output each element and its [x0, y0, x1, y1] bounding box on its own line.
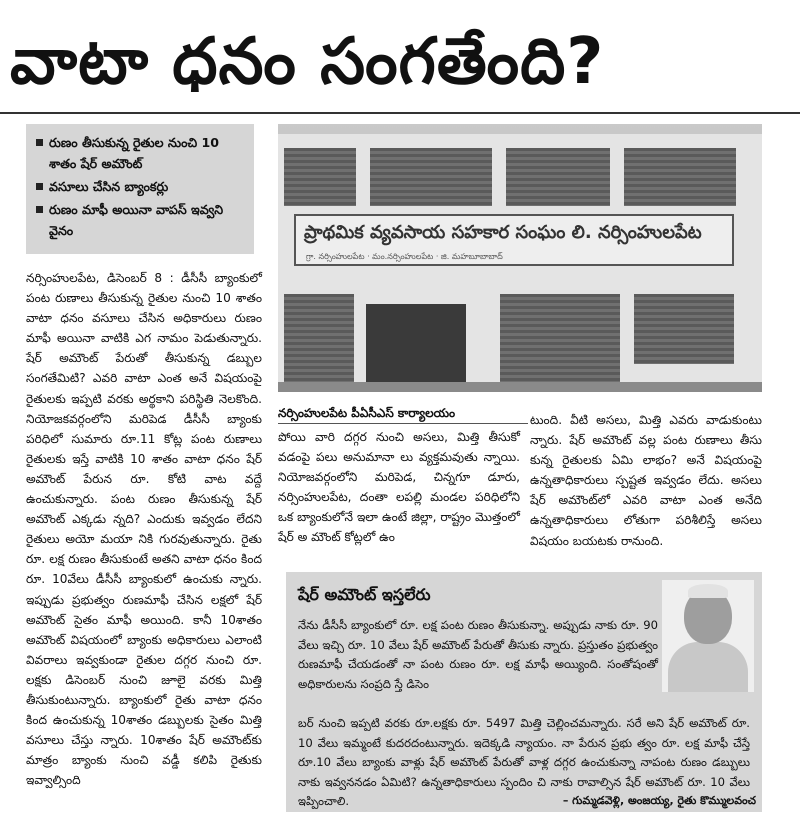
- highlight-item: [36, 176, 244, 197]
- farmer-portrait: [662, 580, 754, 692]
- shutter: [500, 294, 620, 386]
- signboard-text: ప్రాథమిక వ్యవసాయ సహకార సంఘం లి. నర్సింహులపేట: [304, 222, 702, 243]
- quote-text-top: [298, 616, 658, 694]
- shutter: [284, 294, 354, 386]
- highlight-text: రుణం మాఫీ అయినా వాపస్ ఇవ్వని వైనం: [49, 202, 224, 238]
- open-doorway: [366, 304, 466, 392]
- headline-rule: [0, 112, 800, 114]
- quote-text: బర్ నుంచి ఇప్పటి వరకు రూ.లక్షకు రూ. 5497 మిత్తి చెల్లించమన్నారు. సరే అని షేర్ అమౌంట్ రూ. 10 వేలు ఇమ్మంటే కుదరదంటున్నారు. ఇదెక్కడి న్యాయం. నా పేరున ప్రభు త్వం రూ. లక్ష మాఫీ చేస్తే రూ.10 వేలు బ్యాంకు వాళ్లు షేర్ అమౌంట్ పేరుతో వాళ్ల దగ్గర ఉంచుకున్నా నాపంట రుణం డబ్బులు నాకు ఇవ్వననడం ఏమిటి? ఉన్నతాధికారులు స్పందిం చి నాకు రావాల్సిన షేర్ అమౌంట్ రూ. 10 వేలు ఇప్పించాలి.: [298, 716, 750, 809]
- caption-rule: [278, 423, 528, 424]
- office-photo: [278, 124, 762, 392]
- signboard-subtext: గ్రా. నర్సింహులపేట · మం.నర్సింహులపేట · జి. మహబూబాబాద్: [306, 252, 503, 261]
- article-text: పోయి వారి దగ్గర నుంచి అసలు, మిత్తి తీసుకో వడంపై పలు అనుమానా లు వ్యక్తమవుతు న్నాయి. నియోజవర్గంలోని మరిపెడ, చిన్నగూ డూరు, నర్సింహులపేట, దంతా లపల్లి మండల పరిధిలోని ఒక బ్యాంకులోనే ఇలా ఉంటే జిల్లా, రాష్ట్రం మొత్తంలో షేర్ అ మౌంట్ కోట్లలో ఉం: [278, 430, 520, 545]
- highlight-text: వసూలు చేసిన బ్యాంకర్లు: [49, 179, 169, 194]
- shutter: [634, 294, 734, 364]
- article-text: నర్సింహులపేట, డిసెంబర్ 8 : డీసీసీ బ్యాంకులో పంట రుణాలు తీసుకున్న రైతుల నుంచి 10 శాతం వాటా ధనం వసూలు చేసిన అధికారులు రుణం మాఫీ అయినా వాటికి ఎగ నామం పెడుతున్నారు. షేర్ అమౌంట్ పేరుతో తీసుకున్న డబ్బుల సంగతేమిటి? ఎవరి వాటా ఎంత అనే విషయంపై రైతులకు ఇప్పటి వరకు అర్థకాని పరిస్థితి నెలకొంది. నియోజకవర్గంలోని మరిపెడ డీసీసీ బ్యాంకు పరిధిలో సుమారు రూ.11 కోట్ల పంట రుణాలు రైతులకు ఇస్తే వాటికి 10 శాతం వాటా ధనం షేర్ అమౌంట్ పేరున రూ. కోటి వాట వద్దే ఉంచుకున్నారు. పంట రుణం తీసుకున్న షేర్ అమౌంట్ ఎక్కడు న్నది? ఎందుకు ఇవ్వడం లేదని రైతులు అయో మయా నికి గురవుతున్నారు. రైతు రూ. లక్ష రుణం తీసుకుంటే అతని వాటా ధనం కింద రూ. 10వేలు డీసీసీ బ్యాంకులో ఉంచుకు న్నారు. ఇప్పుడు ప్రభుత్వం రుణమాఫీ చేసిన లక్షలో షేర్ అమౌంట్ సైతం మాఫీ అయింది. కానీ 10శాతం అమౌంట్ విషయంలో బ్యాంకు అధికారులు ఎలాంటి వివరాలు ఇవ్వకుండా రైతుల దగ్గర నుంచి రూ. లక్షకు డిసెంబర్ నుంచి జూలై వరకు మిత్తి తీసుకుంటున్నారు. బ్యాంకులో రైతు వాటా ధనం కింద ఉంచుకున్న 10శాతం డబ్బులకు సైతం మిత్తి వసూలు చేస్తు న్నారు. 10శాతం షేర్ అమౌంట్‌కు మాత్రం బ్యాంకు నుంచి వడ్డీ కలిపి రైతుకు ఇవ్వాల్సింది: [26, 271, 262, 788]
- shutter: [370, 148, 492, 206]
- shutter: [506, 148, 610, 206]
- ground: [278, 382, 762, 392]
- shutter: [624, 148, 736, 206]
- signboard: [294, 214, 734, 266]
- quote-text: నేను డీసీసీ బ్యాంకులో రూ. లక్ష పంట రుణం తీసుకున్నా. అప్పుడు నాకు రూ. 90 వేలు ఇచ్చి రూ. 10 వేలు షేర్ అమౌంట్ పేరుతో తీసుకు న్నారు. ప్రస్తుతం ప్రభుత్వం రుణమాఫీ చేయడంతో నా పంట రుణం రూ. లక్ష మాఫీ అయ్యింది. సంతోషంతో అధికారులను సంప్రది స్తే డిసెం: [298, 618, 658, 691]
- photo-caption: నర్సింహులపేట పీఏసీఎస్ కార్యాలయం: [278, 406, 456, 420]
- article-column-1: [26, 268, 262, 790]
- highlight-text: రుణం తీసుకున్న రైతుల నుంచి 10 శాతం షేర్ అమౌంట్: [49, 135, 220, 171]
- article-text: టుంది. వీటి అసలు, మిత్తి ఎవరు వాడుకుంటు న్నారు. షేర్ అమౌంట్ వల్ల పంట రుణాలు తీసు కున్న రైతులకు ఏమి లాభం? అనే విషయంపై ఉన్నతాధికారులు స్పష్టత ఇవ్వడం లేదు. అసలు షేర్ అమౌంట్‌లో ఎవరి వాటా ఎంత అనేది ఉన్నతాధికారులు లోతుగా పరిశీలిస్తే అసలు విషయం బయటకు రానుంది.: [530, 413, 762, 548]
- bullet-square-icon: [36, 206, 43, 213]
- shutter: [284, 148, 356, 206]
- bullet-square-icon: [36, 183, 43, 190]
- highlights-box: [26, 124, 254, 254]
- portrait-hair: [688, 584, 728, 598]
- quote-box-title: షేర్ అమౌంట్ ఇస్తలేరు: [298, 585, 431, 604]
- highlight-item: [36, 199, 244, 241]
- article-column-3: [530, 410, 762, 551]
- headline: వాటా ధనం సంగతేంది?: [10, 25, 605, 99]
- article-column-2: [278, 427, 520, 548]
- building-illustration: [278, 134, 762, 384]
- quote-signature: – గుమ్మడవెళ్లి, అంజయ్య, రైతు కొమ్ములవంచ: [562, 794, 756, 807]
- portrait-shirt: [668, 642, 748, 692]
- bullet-square-icon: [36, 139, 43, 146]
- highlight-item: [36, 132, 244, 174]
